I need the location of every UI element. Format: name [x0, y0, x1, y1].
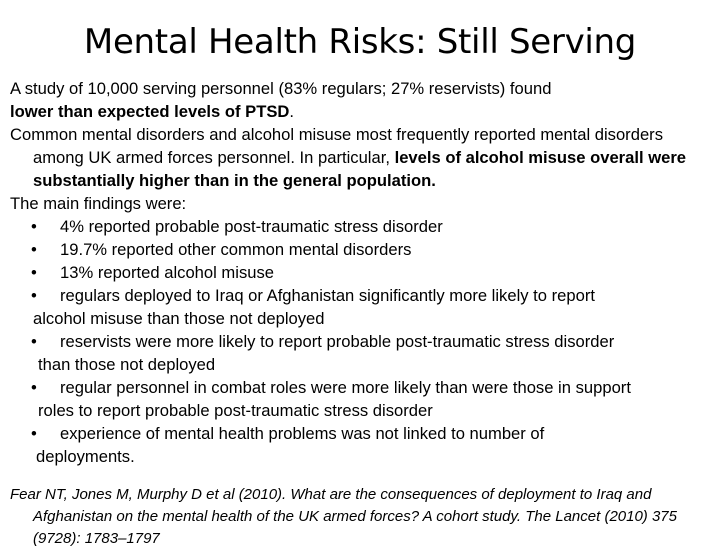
- finding-text: 13% reported alcohol misuse: [60, 263, 274, 282]
- intro-text: A study of 10,000 serving personnel (83% regulars; 27% reservists) found: [10, 79, 552, 98]
- finding-item: [10, 284, 715, 307]
- finding-continuation: than those not deployed: [38, 355, 216, 374]
- citation: Fear NT, Jones M, Murphy D et al (2010). What are the consequences of deployment to Iraq and Afghanistan on the mental health of the UK armed forces? A cohort study. The Lancet (2010) 375 (9728): 1783–1797: [10, 486, 677, 547]
- slide-body: [10, 77, 715, 468]
- bullet-glyph: •: [31, 378, 37, 397]
- intro-end: .: [289, 102, 295, 121]
- finding-item: [10, 261, 715, 284]
- finding-continuation: deployments.: [36, 447, 135, 466]
- bullet-glyph: •: [31, 286, 37, 305]
- intro-paragraph: [10, 77, 715, 123]
- finding-text: regulars deployed to Iraq or Afghanistan significantly more likely to report: [60, 286, 595, 305]
- finding-text: regular personnel in combat roles were more likely than were those in support: [60, 378, 631, 397]
- finding-continuation: roles to report probable post-traumatic stress disorder: [38, 401, 433, 420]
- finding-text: reservists were more likely to report probable post-traumatic stress disorder: [60, 332, 615, 351]
- finding-item: [10, 376, 715, 399]
- finding-text: 4% reported probable post-traumatic stress disorder: [60, 217, 443, 236]
- common-text: Common mental disorders and alcohol misuse most frequently reported mental disorders among UK armed forces personnel. In particular,: [10, 125, 663, 167]
- common-paragraph: [10, 123, 715, 192]
- bullet-glyph: •: [31, 263, 37, 282]
- finding-text: experience of mental health problems was not linked to number of: [60, 424, 545, 443]
- bullet-glyph: •: [31, 332, 37, 351]
- finding-item: [10, 238, 715, 261]
- bullet-glyph: •: [31, 217, 37, 236]
- finding-item: [10, 215, 715, 238]
- common-bold: levels of alcohol misuse overall were substantially higher than in the general population.: [33, 148, 687, 190]
- slide-title: Mental Health Risks: Still Serving: [83, 22, 637, 62]
- finding-item: [10, 330, 715, 353]
- finding-item: [10, 422, 715, 445]
- findings-heading: The main findings were:: [10, 194, 187, 213]
- intro-bold: lower than expected levels of PTSD: [10, 102, 290, 121]
- bullet-glyph: •: [31, 424, 37, 443]
- bullet-glyph: •: [31, 240, 37, 259]
- finding-text: 19.7% reported other common mental disorders: [60, 240, 412, 259]
- finding-continuation: alcohol misuse than those not deployed: [33, 309, 325, 328]
